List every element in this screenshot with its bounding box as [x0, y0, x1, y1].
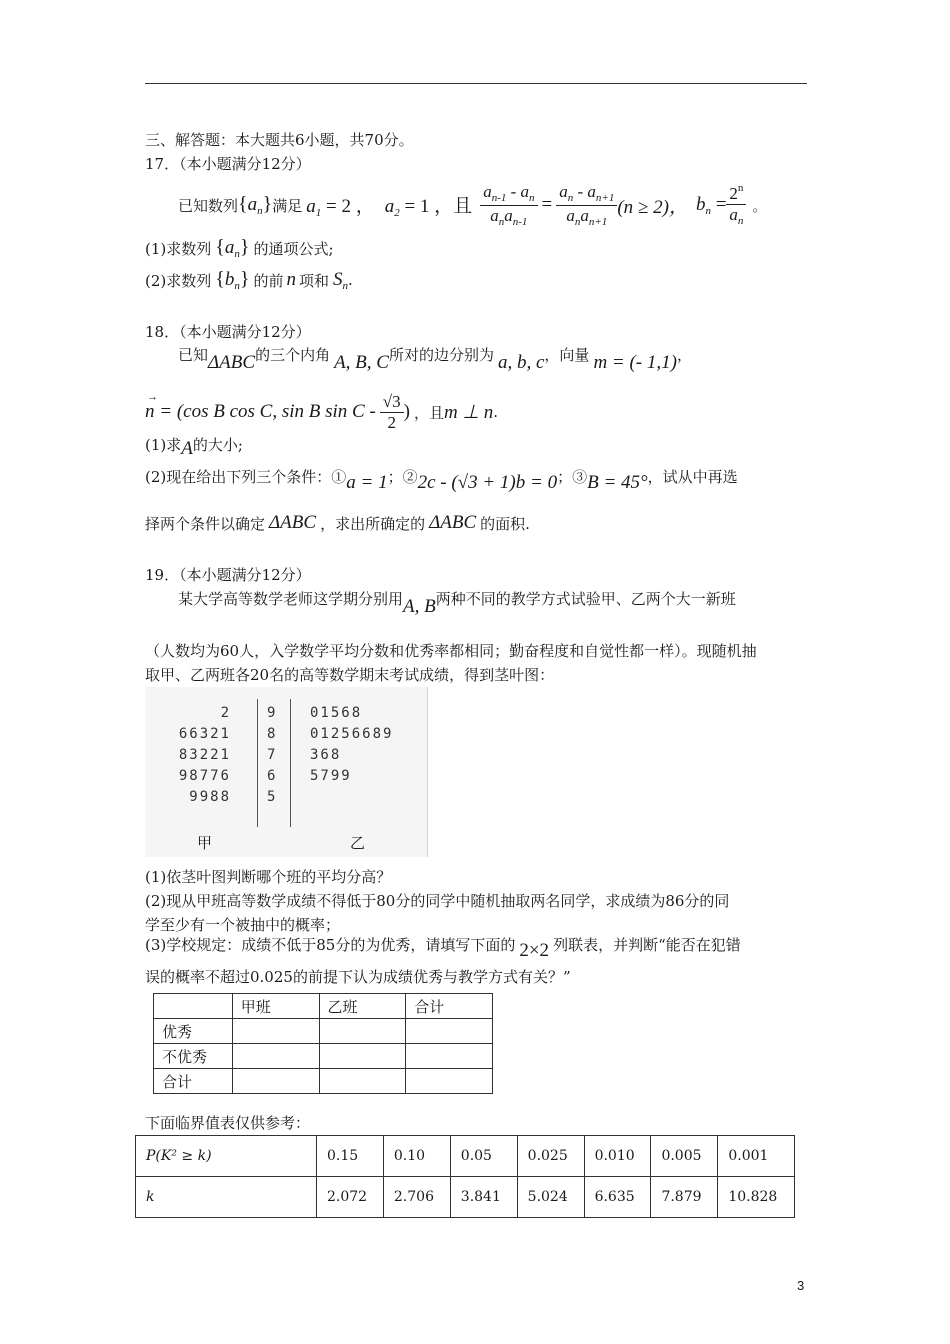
table-cell: 0.10: [383, 1136, 450, 1177]
table-cell: 0.05: [450, 1136, 517, 1177]
table-cell: [154, 994, 233, 1019]
q17-cond-text: 满足: [272, 196, 303, 215]
q17-frac1: $\frac{a_{n-1} - a_n}{a_na_{n-1}}$: [480, 182, 537, 228]
right-leaf-row: 5799: [310, 768, 352, 784]
left-leaf-row: 66321: [178, 726, 231, 742]
table-cell: 7.879: [651, 1177, 718, 1218]
left-leaf-row: 83221: [178, 747, 231, 763]
q18-part2-cont: 择两个条件以确定 ΔABC ，求出所确定的 ΔABC 的面积.: [145, 512, 530, 533]
row-label: P(K² ≥ k): [136, 1136, 317, 1177]
right-leaf-row: 368: [310, 747, 342, 763]
table-cell: [406, 1044, 493, 1069]
q17-statement: 已知数列 $\{a_n\}$ 满足 $a_1 = 2$ ， $a_2 = 1$ ，且 $\frac{a_{n-1} - a_n}{a_na_{n-1}}$ = $\frac{a_n - a_{n+1}}{a_na_{n+1}}$ (n ≥ 2)， $b_n$ = $\frac{2^n}{a_n}$ 。: [178, 181, 768, 228]
stem-value: 7: [267, 747, 278, 763]
q19-line2: （人数均为60人，入学数学平均分数和优秀率都相同；勤奋程度和自觉性都一样）。现随机抽: [145, 642, 757, 660]
right-leaf-row: [310, 787, 393, 808]
q17-a1: $a_1 = 2$ ，: [306, 196, 375, 219]
table-cell: 2.706: [383, 1177, 450, 1218]
q17-header: 17．（本小题满分12分）: [145, 155, 311, 173]
table-cell: [232, 1069, 319, 1094]
q19-line1: 某大学高等数学老师这学期分别用 A, B 两种不同的教学方式试验甲、乙两个大一新班: [178, 590, 736, 617]
table-cell: 2.072: [317, 1177, 384, 1218]
q19-part2-b: 学至少有一个被抽中的概率；: [145, 916, 341, 934]
ref-caption: 下面临界值表仅供参考：: [145, 1114, 311, 1132]
q19-part3-a: (3)学校规定：成绩不低于85分的为优秀，请填写下面的 2×2 列联表，并判断“能否在犯错: [145, 936, 741, 961]
q17-a2: $a_2 = 1$ ，且: [384, 196, 473, 219]
table-cell: 6.635: [584, 1177, 651, 1218]
table-row: [154, 1019, 493, 1044]
stem-value: 9: [267, 705, 278, 721]
q18-part2: (2)现在给出下列三个条件：① a = 1 ；② 2c - (√3 + 1)b = 0 ；③ B = 45° ，试从中再选: [145, 468, 738, 493]
contingency-table: [153, 993, 493, 1094]
table-cell: 0.025: [517, 1136, 584, 1177]
left-leaf-row: 9988: [189, 789, 231, 805]
stem-leaf-plot: [145, 687, 428, 857]
row-label: 不优秀: [154, 1044, 233, 1069]
header-rule: [145, 83, 807, 84]
table-header: 乙班: [319, 994, 406, 1019]
q17-part1: (1)求数列 $\{a_n\}$ 的通项公式;: [145, 236, 334, 260]
stem-value: 8: [267, 726, 278, 742]
critical-value-table: [135, 1135, 795, 1218]
table-row: [154, 1044, 493, 1069]
q17-bn-frac: $\frac{2^n}{a_n}$: [726, 182, 746, 227]
stem-right-line: [290, 699, 291, 827]
right-leaves: [310, 703, 393, 808]
q18-part1: (1)求 A 的大小;: [145, 436, 243, 459]
q18-line1: 已知 ΔABC 的三个内角 A, B, C 所对的边分别为 a, b, c ，向量 m = (- 1,1) ，: [178, 346, 692, 373]
table-cell: 5.024: [517, 1177, 584, 1218]
q17-intro: 已知数列: [178, 196, 239, 215]
table-cell: [319, 1044, 406, 1069]
row-label: 合计: [154, 1069, 233, 1094]
q18-vector-n: → n = (cos B cos C, sin B sin C - $\frac{√3}{2}$ ) ，且 m ⊥ n .: [145, 391, 499, 432]
q17-frac2: $\frac{a_n - a_{n+1}}{a_na_{n+1}}$: [556, 182, 617, 228]
left-leaf-row: 2: [220, 705, 231, 721]
stem-value: 5: [267, 789, 278, 805]
left-leaf-row: 98776: [178, 768, 231, 784]
q17-seq-a: $\{a_n\}$: [238, 193, 273, 217]
row-label: k: [136, 1177, 317, 1218]
table-cell: [232, 1019, 319, 1044]
stem-left-label: 甲: [197, 835, 213, 852]
table-cell: 3.841: [450, 1177, 517, 1218]
q17-cond-tail: (n ≥ 2)，: [617, 196, 688, 218]
stem-right-label: 乙: [350, 835, 366, 852]
table-cell: 10.828: [718, 1177, 795, 1218]
page-number: 3: [797, 1278, 805, 1293]
table-row: [154, 1069, 493, 1094]
table-header: 甲班: [232, 994, 319, 1019]
q19-part3-c: 误的概率不超过0.025的前提下认为成绩优秀与教学方式有关？”: [145, 968, 571, 986]
stem-value: 6: [267, 768, 278, 784]
row-label: 优秀: [154, 1019, 233, 1044]
table-row: [136, 1136, 795, 1177]
q19-header: 19．（本小题满分12分）: [145, 566, 311, 584]
table-cell: 0.15: [317, 1136, 384, 1177]
q19-part2-a: (2)现从甲班高等数学成绩不得低于80分的同学中随机抽取两名同学，求成绩为86分的同: [145, 892, 730, 910]
section-title: 三、解答题：本大题共6小题，共70分。: [145, 131, 414, 149]
table-row: [154, 994, 493, 1019]
q18-header: 18．（本小题满分12分）: [145, 323, 311, 341]
table-cell: [232, 1044, 319, 1069]
stems: [267, 703, 277, 808]
table-header: 合计: [406, 994, 493, 1019]
stem-left-line: [257, 699, 258, 827]
right-leaf-row: 01256689: [310, 726, 394, 742]
table-cell: [406, 1069, 493, 1094]
table-cell: [406, 1019, 493, 1044]
table-cell: 0.001: [718, 1136, 795, 1177]
table-cell: [319, 1069, 406, 1094]
left-leaves: [179, 703, 231, 808]
q19-line3: 取甲、乙两班各20名的高等数学期末考试成绩，得到茎叶图：: [145, 666, 555, 684]
right-leaf-row: 01568: [310, 705, 363, 721]
table-cell: 0.010: [584, 1136, 651, 1177]
q17-part2: (2)求数列 $\{b_n\}$ 的前 n 项和 $S_n$ .: [145, 268, 353, 292]
table-cell: 0.005: [651, 1136, 718, 1177]
table-row: [136, 1177, 795, 1218]
q19-part1: (1)依茎叶图判断哪个班的平均分高？: [145, 868, 392, 886]
table-cell: [319, 1019, 406, 1044]
